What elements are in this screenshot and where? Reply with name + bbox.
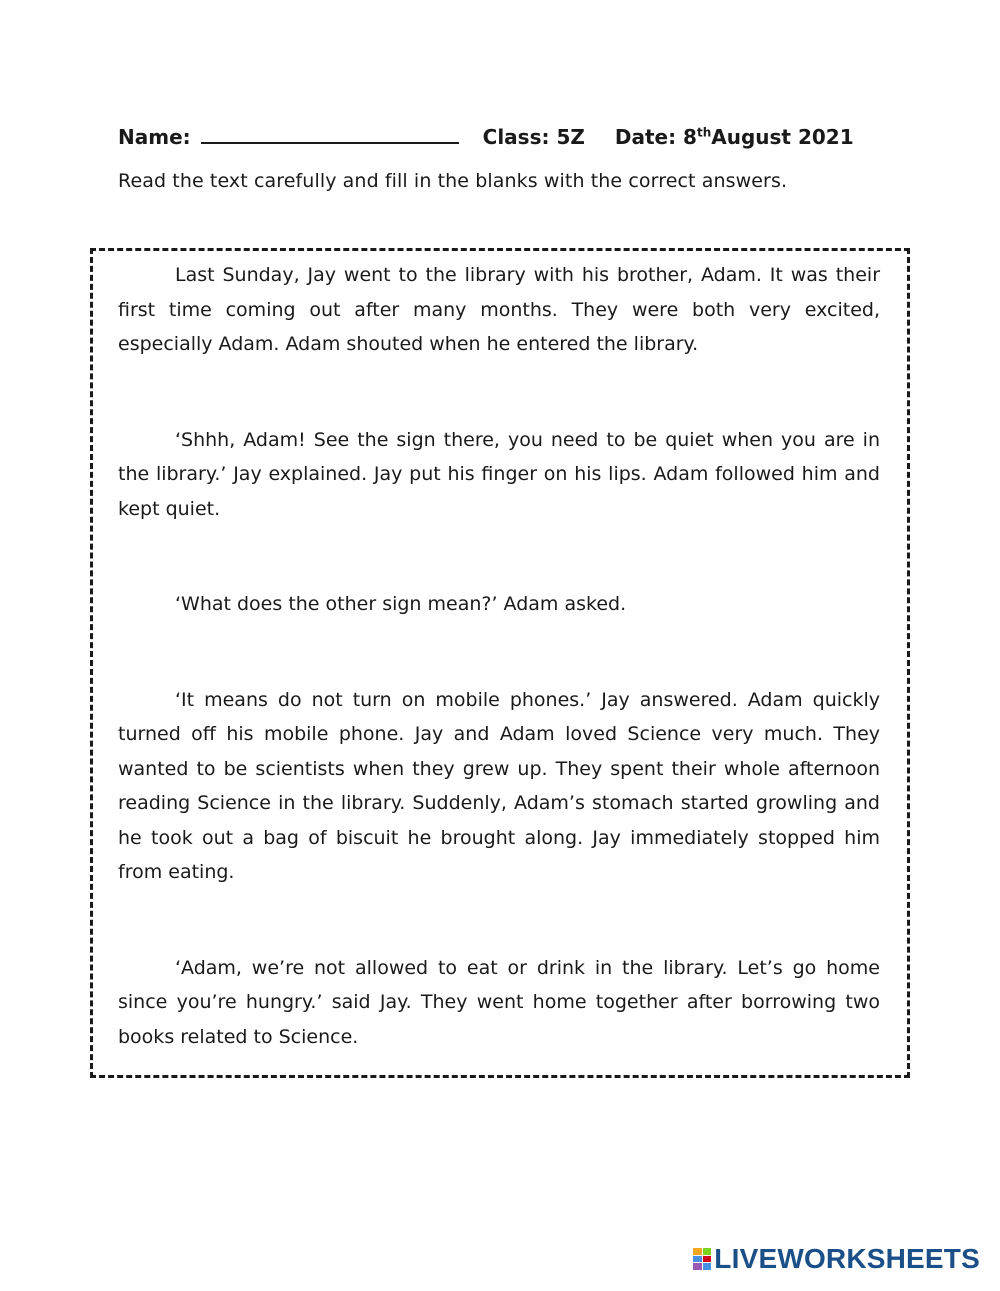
passage-paragraph-4: ‘It means do not turn on mobile phones.’ Jay answered. Adam quickly turned off his mobile phone. Jay and Adam loved Science very much. They wanted to be scientists when they grew up. They spent their whole afternoon reading Science in the library. Suddenly, Adam’s stomach started growling and he took out a bag of biscuit he brought along. Jay immediately stopped him from eating.	[118, 688, 880, 883]
date-ordinal-suffix: th	[696, 125, 712, 140]
passage-paragraph-5: ‘Adam, we’re not allowed to eat or drink in the library. Let’s go home since you’re hungry.’ said Jay. They went home together after borrowing two books related to Science.	[118, 956, 880, 1048]
class-label: Class: 5Z	[482, 125, 585, 149]
passage-paragraph-1: Last Sunday, Jay went to the library with his brother, Adam. It was their first time coming out after many months. They were both very excited, especially Adam. Adam shouted when he entered the library.	[118, 264, 880, 355]
liveworksheets-logo[interactable]	[693, 1243, 980, 1275]
date-label	[615, 125, 854, 149]
name-blank-line	[201, 122, 459, 144]
liveworksheets-logo-text: LIVEWORKSHEETS	[714, 1243, 980, 1274]
reading-passage	[118, 258, 880, 1054]
date-rest: August 2021	[711, 125, 854, 149]
instructions-text: Read the text carefully and fill in the blanks with the correct answers.	[118, 170, 788, 192]
passage-paragraph-2: ‘Shhh, Adam! See the sign there, you need to be quiet when you are in the library.’ Jay explained. Jay put his finger on his lips. Adam followed him and kept quiet.	[118, 428, 880, 520]
liveworksheets-logo-icon	[693, 1248, 711, 1270]
worksheet-header	[118, 122, 888, 149]
name-label: Name:	[118, 125, 191, 149]
date-prefix: Date: 8	[614, 125, 697, 149]
passage-paragraph-3: ‘What does the other sign mean?’ Adam asked.	[175, 593, 627, 615]
